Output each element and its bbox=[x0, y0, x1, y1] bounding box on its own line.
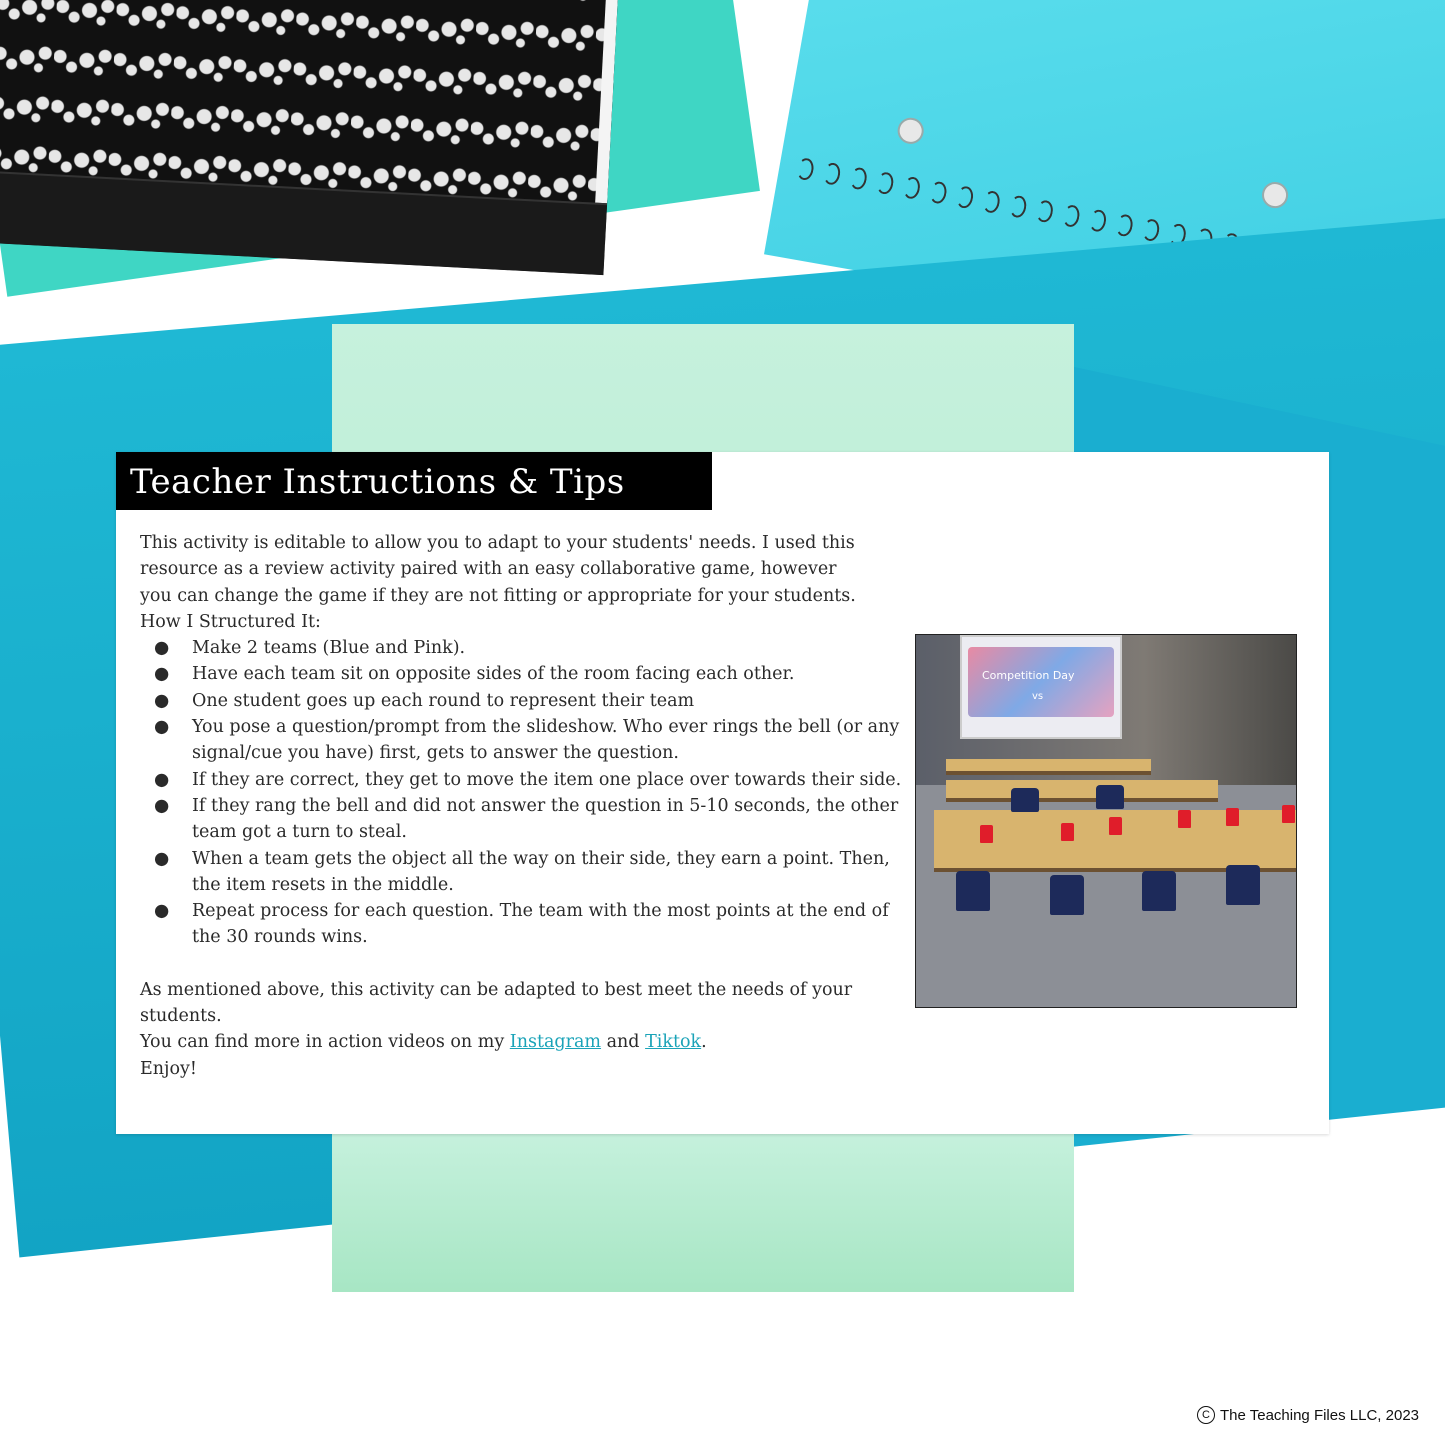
outro-line: students. bbox=[140, 1006, 222, 1027]
list-item bbox=[154, 793, 920, 846]
chair bbox=[1142, 871, 1176, 911]
spiral-coil bbox=[1088, 208, 1108, 232]
bullet-icon: ● bbox=[154, 795, 170, 816]
spiral-coil bbox=[955, 185, 975, 209]
composition-notebook bbox=[0, 0, 619, 275]
spiral-coil bbox=[1115, 213, 1135, 237]
structure-heading: How I Structured It: bbox=[140, 611, 321, 632]
bullet-icon: ● bbox=[154, 690, 170, 711]
intro-line: resource as a review activity paired with an easy collaborative game, however bbox=[140, 559, 837, 580]
spiral-coil bbox=[1035, 199, 1055, 223]
step-text: Have each team sit on opposite sides of the room facing each other. bbox=[192, 664, 795, 685]
step-text: You pose a question/prompt from the slideshow. Who ever rings the bell (or any signal/cue you have) first, gets to answer the question. bbox=[192, 717, 900, 764]
list-item bbox=[154, 635, 920, 661]
bullet-icon: ● bbox=[154, 901, 170, 922]
list-item bbox=[154, 767, 920, 793]
copyright-footer bbox=[1197, 1406, 1419, 1424]
bullet-icon: ● bbox=[154, 848, 170, 869]
title-bar bbox=[116, 452, 712, 510]
desk bbox=[946, 780, 1218, 802]
spiral-coil bbox=[1008, 194, 1028, 218]
red-cup bbox=[980, 825, 993, 843]
instagram-link[interactable]: Instagram bbox=[509, 1032, 602, 1053]
red-cup bbox=[1226, 808, 1239, 826]
steps-list bbox=[140, 635, 920, 951]
videos-prefix: You can find more in action videos on my bbox=[140, 1032, 510, 1053]
screen-vs: vs bbox=[1032, 691, 1044, 702]
red-cup bbox=[1282, 805, 1295, 823]
chair bbox=[1096, 785, 1124, 809]
red-cup bbox=[1061, 823, 1074, 841]
copyright-text: The Teaching Files LLC, 2023 bbox=[1219, 1406, 1419, 1424]
period: . bbox=[701, 1032, 707, 1053]
chair bbox=[956, 871, 990, 911]
tiktok-link[interactable]: Tiktok bbox=[645, 1032, 702, 1053]
screen-title: Competition Day bbox=[982, 669, 1075, 682]
list-item bbox=[154, 688, 920, 714]
instruction-slide bbox=[116, 452, 1329, 1134]
copyright-icon: C bbox=[1197, 1406, 1215, 1424]
spiral-coil bbox=[982, 190, 1002, 214]
videos-line bbox=[140, 1029, 920, 1055]
punch-hole bbox=[1260, 180, 1290, 210]
spiral-coil bbox=[929, 180, 949, 204]
spiral-coil bbox=[849, 166, 869, 190]
and-word: and bbox=[601, 1032, 646, 1053]
red-cup bbox=[1178, 810, 1191, 828]
step-text: When a team gets the object all the way on their side, they earn a point. Then, the item resets in the middle. bbox=[192, 848, 890, 895]
spiral-coil bbox=[875, 171, 895, 195]
spiral-coil bbox=[822, 162, 842, 186]
slide-title: Teacher Instructions & Tips bbox=[130, 462, 625, 502]
intro-line: you can change the game if they are not fitting or appropriate for your students. bbox=[140, 585, 856, 606]
step-text: Repeat process for each question. The team with the most points at the end of the 30 rounds wins. bbox=[192, 901, 889, 948]
step-text: If they rang the bell and did not answer the question in 5-10 seconds, the other team got a turn to steal. bbox=[192, 795, 899, 843]
closing-line: Enjoy! bbox=[140, 1058, 197, 1079]
list-item bbox=[154, 898, 920, 951]
bullet-icon: ● bbox=[154, 769, 170, 790]
step-text: One student goes up each round to represent their team bbox=[192, 690, 695, 711]
red-cup bbox=[1109, 817, 1122, 835]
desk bbox=[946, 759, 1151, 775]
spiral-coil bbox=[796, 157, 816, 181]
list-item bbox=[154, 846, 920, 899]
outro-line: As mentioned above, this activity can be adapted to best meet the needs of your bbox=[140, 979, 853, 1000]
bullet-icon: ● bbox=[154, 717, 170, 738]
bullet-icon: ● bbox=[154, 638, 170, 659]
chair bbox=[1011, 788, 1039, 812]
chair bbox=[1050, 875, 1084, 915]
list-item bbox=[154, 661, 920, 687]
chair bbox=[1226, 865, 1260, 905]
punch-hole bbox=[896, 116, 926, 146]
mint-paper-bottom bbox=[332, 1130, 1074, 1292]
spiral-coil bbox=[1141, 218, 1161, 242]
spiral-coil bbox=[902, 176, 922, 200]
step-text: If they are correct, they get to move the item one place over towards their side. bbox=[192, 769, 902, 790]
intro-line: This activity is editable to allow you to adapt to your students' needs. I used this bbox=[140, 533, 855, 553]
screen-slide bbox=[968, 647, 1114, 717]
classroom-photo bbox=[915, 634, 1297, 1008]
projector-screen bbox=[960, 635, 1122, 739]
bullet-icon: ● bbox=[154, 664, 170, 685]
spiral-coil bbox=[1062, 204, 1082, 228]
slide-body bbox=[140, 530, 920, 1082]
list-item bbox=[154, 714, 920, 767]
step-text: Make 2 teams (Blue and Pink). bbox=[192, 638, 466, 659]
